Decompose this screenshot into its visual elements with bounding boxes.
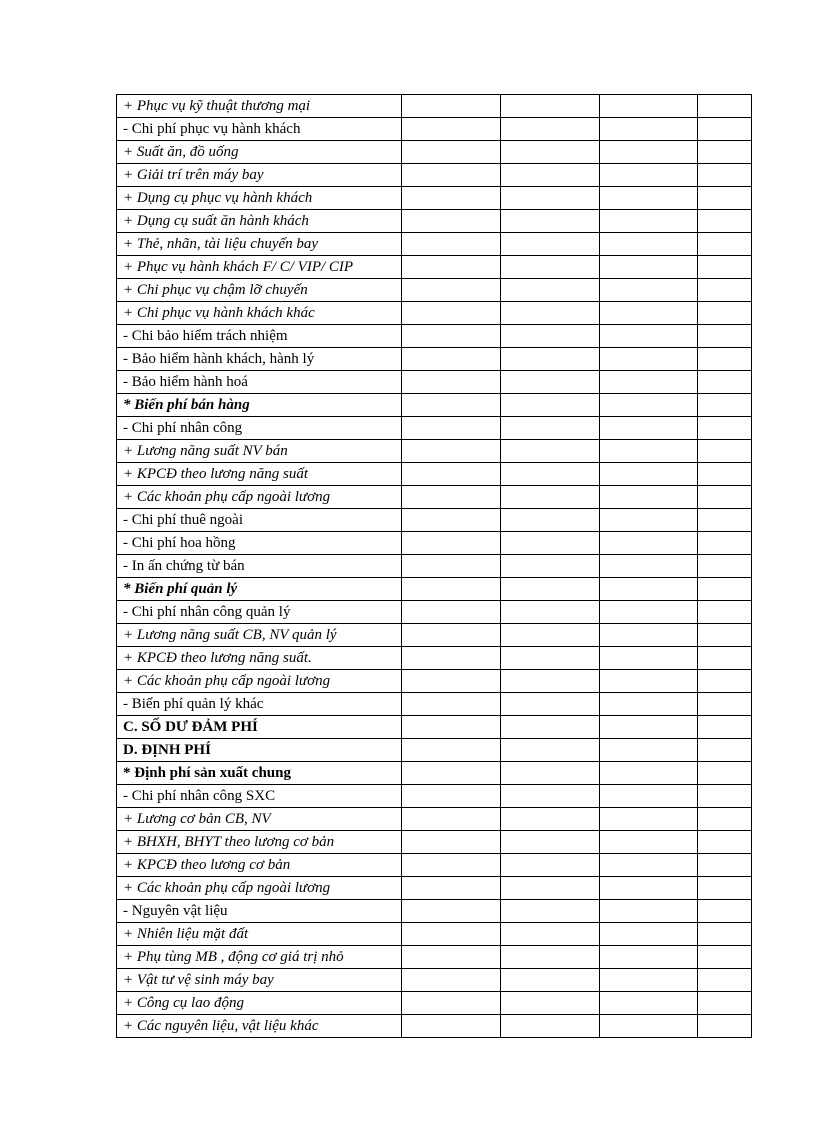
value-cell <box>501 992 600 1015</box>
value-cell <box>600 256 698 279</box>
value-cell <box>402 762 501 785</box>
value-cell <box>698 808 752 831</box>
row-label: + KPCĐ theo lương cơ bản <box>117 854 402 877</box>
value-cell <box>698 693 752 716</box>
value-cell <box>402 739 501 762</box>
table-row <box>117 394 752 417</box>
value-cell <box>501 900 600 923</box>
table-row <box>117 95 752 118</box>
value-cell <box>501 831 600 854</box>
value-cell <box>600 854 698 877</box>
value-cell <box>600 992 698 1015</box>
row-label: - Chi phí nhân công SXC <box>117 785 402 808</box>
table-row <box>117 785 752 808</box>
value-cell <box>402 509 501 532</box>
value-cell <box>402 900 501 923</box>
row-label: - Chi phí phục vụ hành khách <box>117 118 402 141</box>
value-cell <box>600 164 698 187</box>
value-cell <box>501 555 600 578</box>
table-body <box>117 95 752 1038</box>
value-cell <box>600 624 698 647</box>
table-row <box>117 509 752 532</box>
value-cell <box>600 118 698 141</box>
row-label: D. ĐỊNH PHÍ <box>117 739 402 762</box>
value-cell <box>698 187 752 210</box>
value-cell <box>698 854 752 877</box>
value-cell <box>600 946 698 969</box>
value-cell <box>402 302 501 325</box>
table-row <box>117 440 752 463</box>
value-cell <box>600 371 698 394</box>
row-label: + Vật tư vệ sinh máy bay <box>117 969 402 992</box>
value-cell <box>402 877 501 900</box>
value-cell <box>698 670 752 693</box>
value-cell <box>501 118 600 141</box>
value-cell <box>600 601 698 624</box>
value-cell <box>600 831 698 854</box>
cost-table <box>116 94 752 1038</box>
value-cell <box>698 762 752 785</box>
row-label: + Thẻ, nhãn, tài liệu chuyến bay <box>117 233 402 256</box>
value-cell <box>402 118 501 141</box>
row-label: + Lương năng suất NV bán <box>117 440 402 463</box>
value-cell <box>600 325 698 348</box>
value-cell <box>698 555 752 578</box>
value-cell <box>501 647 600 670</box>
value-cell <box>501 394 600 417</box>
row-label: - Chi phí thuê ngoài <box>117 509 402 532</box>
value-cell <box>402 532 501 555</box>
value-cell <box>501 187 600 210</box>
value-cell <box>402 785 501 808</box>
table-row <box>117 1015 752 1038</box>
value-cell <box>402 187 501 210</box>
row-label: + Lương cơ bản CB, NV <box>117 808 402 831</box>
value-cell <box>600 279 698 302</box>
value-cell <box>501 716 600 739</box>
row-label: - Nguyên vật liệu <box>117 900 402 923</box>
value-cell <box>698 877 752 900</box>
value-cell <box>600 417 698 440</box>
row-label: + Các khoản phụ cấp ngoài lương <box>117 486 402 509</box>
value-cell <box>600 1015 698 1038</box>
row-label: + Giải trí trên máy bay <box>117 164 402 187</box>
row-label: - In ấn chứng từ bán <box>117 555 402 578</box>
value-cell <box>402 647 501 670</box>
value-cell <box>501 578 600 601</box>
value-cell <box>501 969 600 992</box>
value-cell <box>600 95 698 118</box>
value-cell <box>402 279 501 302</box>
value-cell <box>600 900 698 923</box>
value-cell <box>501 670 600 693</box>
value-cell <box>402 923 501 946</box>
table-row <box>117 854 752 877</box>
value-cell <box>501 854 600 877</box>
value-cell <box>600 785 698 808</box>
row-label: - Chi phí nhân công quản lý <box>117 601 402 624</box>
value-cell <box>600 463 698 486</box>
value-cell <box>698 164 752 187</box>
value-cell <box>501 463 600 486</box>
row-label: + Các khoản phụ cấp ngoài lương <box>117 877 402 900</box>
row-label: + Dụng cụ suất ăn hành khách <box>117 210 402 233</box>
value-cell <box>402 693 501 716</box>
row-label: * Biến phí bán hàng <box>117 394 402 417</box>
row-label: - Chi bảo hiểm trách nhiệm <box>117 325 402 348</box>
value-cell <box>698 118 752 141</box>
row-label: + Phục vụ hành khách F/ C/ VIP/ CIP <box>117 256 402 279</box>
row-label: + KPCĐ theo lương năng suất <box>117 463 402 486</box>
value-cell <box>402 371 501 394</box>
table-row <box>117 486 752 509</box>
table-row <box>117 210 752 233</box>
row-label: + Suất ăn, đồ uống <box>117 141 402 164</box>
value-cell <box>698 509 752 532</box>
table-row <box>117 946 752 969</box>
value-cell <box>402 325 501 348</box>
value-cell <box>501 923 600 946</box>
value-cell <box>402 946 501 969</box>
value-cell <box>501 256 600 279</box>
value-cell <box>698 578 752 601</box>
value-cell <box>698 923 752 946</box>
value-cell <box>501 601 600 624</box>
table-row <box>117 164 752 187</box>
value-cell <box>698 601 752 624</box>
value-cell <box>501 210 600 233</box>
value-cell <box>501 417 600 440</box>
row-label: + Phụ tùng MB , động cơ giá trị nhỏ <box>117 946 402 969</box>
value-cell <box>402 854 501 877</box>
value-cell <box>402 463 501 486</box>
value-cell <box>698 417 752 440</box>
row-label: - Bảo hiểm hành khách, hành lý <box>117 348 402 371</box>
row-label: + Chi phục vụ chậm lỡ chuyến <box>117 279 402 302</box>
value-cell <box>600 394 698 417</box>
value-cell <box>501 762 600 785</box>
row-label: + BHXH, BHYT theo lương cơ bản <box>117 831 402 854</box>
value-cell <box>698 279 752 302</box>
table-row <box>117 417 752 440</box>
value-cell <box>501 141 600 164</box>
value-cell <box>402 486 501 509</box>
value-cell <box>501 279 600 302</box>
value-cell <box>501 624 600 647</box>
row-label: - Bảo hiểm hành hoá <box>117 371 402 394</box>
value-cell <box>698 785 752 808</box>
value-cell <box>600 693 698 716</box>
row-label: + KPCĐ theo lương năng suất. <box>117 647 402 670</box>
table-row <box>117 670 752 693</box>
value-cell <box>698 302 752 325</box>
value-cell <box>698 1015 752 1038</box>
value-cell <box>698 946 752 969</box>
row-label: C. SỐ DƯ ĐẢM PHÍ <box>117 716 402 739</box>
value-cell <box>600 187 698 210</box>
value-cell <box>501 532 600 555</box>
value-cell <box>402 992 501 1015</box>
row-label: + Công cụ lao động <box>117 992 402 1015</box>
table-row <box>117 739 752 762</box>
value-cell <box>402 624 501 647</box>
value-cell <box>698 95 752 118</box>
value-cell <box>402 808 501 831</box>
table-row <box>117 877 752 900</box>
table-row <box>117 302 752 325</box>
table-row <box>117 256 752 279</box>
value-cell <box>698 992 752 1015</box>
value-cell <box>402 555 501 578</box>
table-row <box>117 141 752 164</box>
value-cell <box>402 233 501 256</box>
value-cell <box>600 233 698 256</box>
value-cell <box>402 256 501 279</box>
value-cell <box>698 371 752 394</box>
value-cell <box>600 923 698 946</box>
table-row <box>117 762 752 785</box>
value-cell <box>402 716 501 739</box>
value-cell <box>600 670 698 693</box>
value-cell <box>600 739 698 762</box>
value-cell <box>501 877 600 900</box>
value-cell <box>698 233 752 256</box>
row-label: - Biến phí quản lý khác <box>117 693 402 716</box>
value-cell <box>402 601 501 624</box>
value-cell <box>698 325 752 348</box>
value-cell <box>501 95 600 118</box>
value-cell <box>698 440 752 463</box>
table-row <box>117 601 752 624</box>
row-label: + Các khoản phụ cấp ngoài lương <box>117 670 402 693</box>
table-row <box>117 555 752 578</box>
table-row <box>117 463 752 486</box>
value-cell <box>698 210 752 233</box>
value-cell <box>698 532 752 555</box>
value-cell <box>501 785 600 808</box>
table-row <box>117 831 752 854</box>
value-cell <box>402 1015 501 1038</box>
row-label: + Dụng cụ phục vụ hành khách <box>117 187 402 210</box>
value-cell <box>698 739 752 762</box>
value-cell <box>402 670 501 693</box>
row-label: * Định phí sản xuất chung <box>117 762 402 785</box>
value-cell <box>501 946 600 969</box>
table-row <box>117 624 752 647</box>
value-cell <box>698 900 752 923</box>
value-cell <box>698 394 752 417</box>
value-cell <box>698 141 752 164</box>
table-row <box>117 693 752 716</box>
value-cell <box>600 348 698 371</box>
value-cell <box>600 808 698 831</box>
table-row <box>117 992 752 1015</box>
value-cell <box>600 532 698 555</box>
value-cell <box>600 440 698 463</box>
value-cell <box>402 394 501 417</box>
row-label: * Biến phí quản lý <box>117 578 402 601</box>
value-cell <box>402 348 501 371</box>
table-row <box>117 532 752 555</box>
value-cell <box>501 164 600 187</box>
value-cell <box>698 348 752 371</box>
value-cell <box>501 302 600 325</box>
row-label: + Chi phục vụ hành khách khác <box>117 302 402 325</box>
value-cell <box>600 509 698 532</box>
table-row <box>117 578 752 601</box>
value-cell <box>698 256 752 279</box>
value-cell <box>698 647 752 670</box>
value-cell <box>402 417 501 440</box>
value-cell <box>402 95 501 118</box>
value-cell <box>501 233 600 256</box>
value-cell <box>402 578 501 601</box>
value-cell <box>501 348 600 371</box>
value-cell <box>698 624 752 647</box>
table-row <box>117 371 752 394</box>
value-cell <box>600 647 698 670</box>
value-cell <box>402 210 501 233</box>
value-cell <box>600 716 698 739</box>
table-row <box>117 808 752 831</box>
value-cell <box>501 371 600 394</box>
value-cell <box>698 463 752 486</box>
value-cell <box>600 141 698 164</box>
table-row <box>117 969 752 992</box>
table-row <box>117 233 752 256</box>
value-cell <box>501 486 600 509</box>
row-label: - Chi phí nhân công <box>117 417 402 440</box>
value-cell <box>501 509 600 532</box>
value-cell <box>402 164 501 187</box>
value-cell <box>501 808 600 831</box>
value-cell <box>402 969 501 992</box>
table-row <box>117 923 752 946</box>
value-cell <box>501 693 600 716</box>
value-cell <box>402 440 501 463</box>
value-cell <box>600 877 698 900</box>
value-cell <box>600 210 698 233</box>
value-cell <box>501 739 600 762</box>
table-row <box>117 348 752 371</box>
value-cell <box>600 486 698 509</box>
row-label: + Phục vụ kỹ thuật thương mại <box>117 95 402 118</box>
value-cell <box>600 555 698 578</box>
value-cell <box>698 969 752 992</box>
value-cell <box>698 831 752 854</box>
table-row <box>117 279 752 302</box>
row-label: + Các nguyên liệu, vật liệu khác <box>117 1015 402 1038</box>
value-cell <box>402 141 501 164</box>
value-cell <box>501 1015 600 1038</box>
value-cell <box>402 831 501 854</box>
value-cell <box>600 578 698 601</box>
row-label: + Lương năng suất CB, NV quản lý <box>117 624 402 647</box>
value-cell <box>600 302 698 325</box>
table-row <box>117 900 752 923</box>
value-cell <box>501 325 600 348</box>
table-row <box>117 118 752 141</box>
value-cell <box>698 486 752 509</box>
table-row <box>117 716 752 739</box>
value-cell <box>600 969 698 992</box>
value-cell <box>600 762 698 785</box>
table-row <box>117 187 752 210</box>
table-row <box>117 325 752 348</box>
value-cell <box>698 716 752 739</box>
row-label: - Chi phí hoa hồng <box>117 532 402 555</box>
value-cell <box>501 440 600 463</box>
row-label: + Nhiên liệu mặt đất <box>117 923 402 946</box>
table-row <box>117 647 752 670</box>
